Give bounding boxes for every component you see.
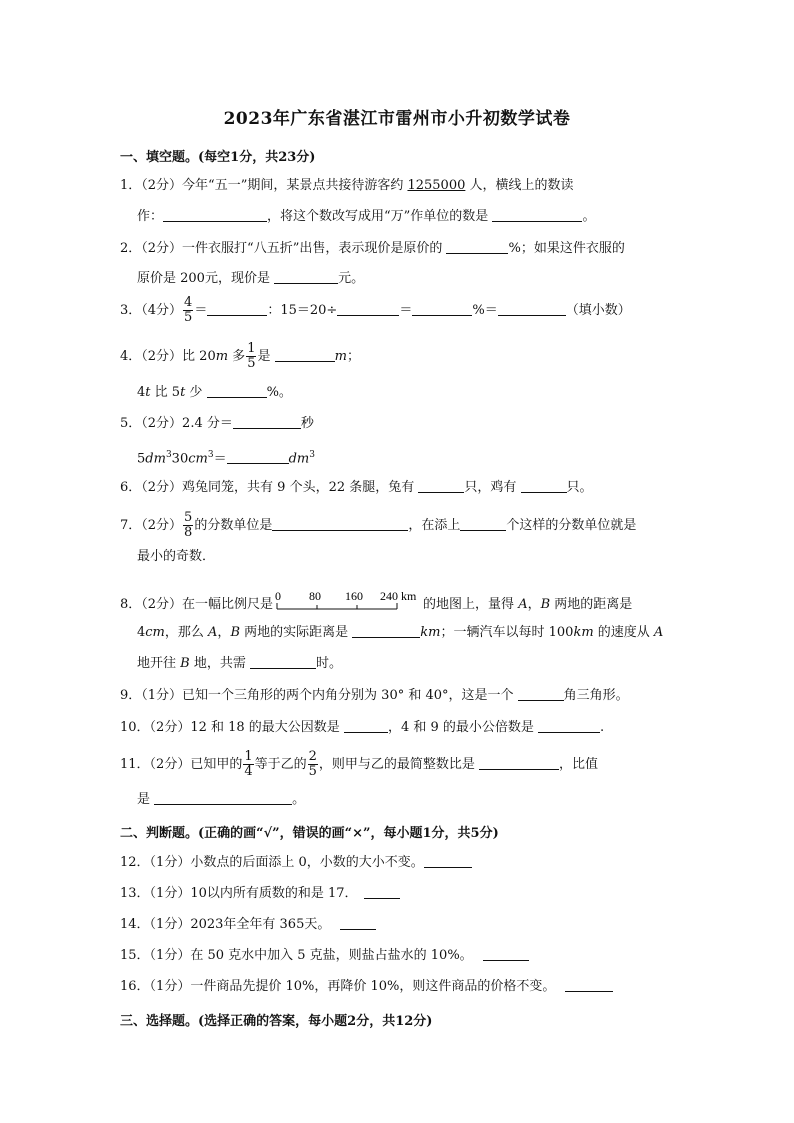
q16-text: 16．（1分）一件商品先提价 10%，再降价 10%，则这件商品的价格不变。	[120, 979, 556, 994]
q7-text: 7．（2分）	[120, 518, 183, 533]
question-11	[120, 750, 598, 779]
q8-text-i: 地开往	[137, 656, 181, 671]
scale-tick-label: 240 km	[380, 590, 417, 603]
question-1	[120, 177, 574, 195]
section-fill-blank: 一、填空题。(每空1分，共23分)	[120, 150, 316, 165]
q5-text-d: 30	[171, 451, 189, 467]
page-title: 2023年广东省湛江市雷州市小升初数学试卷	[223, 109, 571, 129]
point-b: B	[180, 656, 190, 671]
question-15	[120, 946, 529, 965]
q8-text-f: 两地的实际距离是	[240, 625, 353, 640]
question-6	[120, 478, 593, 497]
point-b: B	[230, 625, 240, 640]
q9-text-b: 角三角形。	[563, 688, 629, 703]
q4-text-b: 多	[228, 349, 246, 364]
q2-text-d: 元。	[338, 271, 365, 286]
point-a: A	[208, 625, 218, 640]
q8-text-b: 的地图上，量得	[423, 597, 519, 612]
answer-blank[interactable]	[250, 654, 316, 669]
fraction	[243, 750, 253, 779]
unit-km: km	[573, 625, 594, 640]
answer-blank[interactable]	[207, 301, 267, 316]
q10-text-c: .	[600, 720, 605, 735]
answer-blank[interactable]	[227, 449, 289, 464]
q8-text-e: ，那么	[164, 625, 209, 640]
numerator: 2	[308, 749, 317, 764]
question-2-cont	[137, 269, 364, 288]
unit-km: km	[420, 625, 441, 640]
numerator: 1	[244, 749, 253, 764]
question-8	[120, 590, 632, 614]
question-14	[120, 915, 376, 934]
q8-text-k: 时。	[315, 656, 342, 671]
cube-exponent: 3	[207, 450, 214, 460]
question-8-cont	[137, 623, 663, 642]
q4-text-h: %。	[266, 385, 292, 400]
q4-text-g: 少	[185, 385, 207, 400]
fraction	[246, 342, 256, 371]
answer-blank[interactable]	[344, 718, 388, 733]
unit-m: m	[334, 349, 347, 364]
answer-blank[interactable]	[460, 516, 506, 531]
fraction	[308, 750, 318, 779]
q6-text-c: 只。	[566, 480, 593, 495]
q8-text-c: 两地的距离是	[550, 597, 633, 612]
scale-tick-label: 160	[345, 590, 364, 603]
answer-blank[interactable]	[446, 239, 508, 254]
question-5	[120, 414, 314, 433]
answer-blank[interactable]	[154, 790, 292, 805]
denominator: 5	[308, 764, 317, 779]
answer-blank[interactable]	[275, 347, 335, 362]
q12-text: 12．（1分）小数点的后面添上 0，小数的大小不变。	[120, 855, 424, 870]
point-a: A	[653, 625, 664, 640]
answer-blank[interactable]	[352, 623, 420, 638]
cube-exponent: 3	[165, 450, 172, 460]
answer-blank[interactable]	[418, 478, 464, 493]
q3-text: 3．（4分）	[120, 303, 183, 318]
answer-blank[interactable]	[498, 301, 566, 316]
q14-text: 14．（1分）2023年全年有 365天。	[120, 917, 331, 932]
unit-t: t	[180, 385, 186, 400]
q3-text-f: （填小数）	[565, 303, 631, 318]
answer-blank[interactable]	[337, 301, 399, 316]
q7-text-b: 的分数单位是	[194, 518, 273, 533]
question-4	[120, 342, 360, 371]
q8-text-h: 的速度从	[593, 625, 654, 640]
answer-blank[interactable]	[479, 755, 559, 770]
section-multiple-choice: 三、选择题。(选择正确的答案，每小题2分，共12分)	[120, 1014, 433, 1029]
question-8-cont2	[137, 654, 342, 673]
q11-text-b: 等于乙的	[254, 757, 307, 772]
question-3	[120, 296, 631, 325]
q6-text: 6．（2分）鸡兔同笼，共有 9 个头，22 条腿，兔有	[120, 480, 419, 495]
q3-text-c: ：15＝20÷	[267, 303, 338, 318]
denominator: 5	[247, 356, 256, 371]
answer-blank[interactable]	[163, 207, 267, 222]
q11-text: 11．（2分）已知甲的	[120, 757, 243, 772]
q11-text-f: 。	[292, 792, 306, 807]
q7-text-e: 最小的奇数．	[137, 549, 216, 564]
scale-tick-label: 0	[275, 590, 282, 603]
denominator: 4	[244, 764, 253, 779]
q4-text: 4．（2分）比 20	[120, 349, 216, 364]
unit-m: m	[215, 349, 229, 364]
q8-text-d: 4	[137, 625, 146, 640]
q8-comma: ，	[527, 597, 541, 612]
q1-text-b: 人，横线上的数读	[465, 178, 574, 193]
unit-cm: cm	[188, 451, 208, 467]
q1-text-d: ，将这个数改写成用“万”作单位的数是	[267, 209, 493, 224]
q4-text-d: ；	[346, 349, 360, 364]
q10-text-b: ，4 和 9 的最小公倍数是	[387, 720, 539, 735]
question-5-cont	[137, 446, 315, 468]
q15-text: 15．（1分）在 50 克水中加入 5 克盐，则盐占盐水的 10%。	[120, 948, 473, 963]
answer-blank[interactable]	[565, 977, 613, 992]
q10-text: 10．（2分）12 和 18 的最大公因数是	[120, 720, 344, 735]
unit-t: t	[145, 385, 151, 400]
numerator: 1	[247, 341, 256, 356]
q8-text-j: 地，共需	[189, 656, 250, 671]
question-10	[120, 718, 604, 737]
q5-text: 5．（2分）2.4 分＝	[120, 416, 233, 431]
point-b: B	[540, 597, 551, 612]
q7-text-c: ，在添上	[408, 518, 461, 533]
question-16	[120, 977, 613, 996]
answer-blank[interactable]	[274, 269, 338, 284]
question-4-cont	[137, 383, 292, 402]
q8-text: 8．（2分）在一幅比例尺是	[120, 597, 274, 612]
section-true-false: 二、判断题。(正确的画“√”，错误的画“×”，每小题1分，共5分)	[120, 826, 499, 841]
q2-text-c: 原价是 200元，现价是	[137, 271, 275, 286]
question-7-cont	[137, 548, 215, 566]
answer-blank[interactable]	[483, 946, 529, 961]
q8-text-g: ；一辆汽车以每时 100	[440, 625, 574, 640]
q1-text-c: 作：	[137, 209, 164, 224]
question-2	[120, 239, 625, 258]
answer-blank[interactable]	[412, 301, 472, 316]
q5-text-c: 5	[137, 451, 146, 467]
q3-eq: ＝	[194, 303, 208, 318]
q2-text-b: %；如果这件衣服的	[508, 241, 625, 256]
unit-dm: dm	[288, 451, 310, 467]
point-a: A	[518, 597, 528, 612]
q8-comma: ，	[217, 625, 231, 640]
fraction	[183, 511, 193, 540]
denominator: 8	[184, 525, 193, 540]
answer-blank[interactable]	[272, 516, 408, 531]
q7-text-d: 个这样的分数单位就是	[506, 518, 637, 533]
question-1-cont	[137, 207, 595, 226]
q1-text: 1．（2分）今年“五一”期间，某景点共接待游客约	[120, 178, 408, 193]
question-12	[120, 853, 472, 872]
unit-cm: cm	[145, 625, 165, 640]
question-13	[120, 884, 400, 903]
q2-text: 2．（2分）一件衣服打“八五折”出售，表示现价是原价的	[120, 241, 447, 256]
map-scale-bar	[273, 590, 423, 612]
q4-text-f: 比 5	[150, 385, 181, 400]
q4-text-e: 4	[137, 385, 146, 400]
q11-text-c: ，则甲与乙的最简整数比是	[318, 757, 480, 772]
q11-text-d: ，比值	[559, 757, 599, 772]
answer-blank[interactable]	[207, 383, 267, 398]
q3-text-e: %＝	[472, 303, 498, 318]
answer-blank[interactable]	[518, 686, 564, 701]
answer-blank[interactable]	[340, 915, 376, 930]
q9-text: 9．（1分）已知一个三角形的两个内角分别为 30° 和 40°，这是一个	[120, 688, 518, 703]
fraction	[183, 296, 193, 325]
answer-blank[interactable]	[364, 884, 400, 899]
q1-number: 1255000	[407, 178, 466, 193]
scale-tick-label: 80	[309, 590, 322, 603]
cube-exponent: 3	[309, 450, 315, 460]
numerator: 5	[184, 510, 193, 525]
q4-text-c: 是	[257, 349, 275, 364]
q5-text-b: 秒	[300, 416, 314, 431]
q5-eq: ＝	[213, 451, 227, 467]
answer-blank[interactable]	[424, 853, 472, 868]
q13-text: 13．（1分）10以内所有质数的和是 17．	[120, 886, 358, 901]
answer-blank[interactable]	[233, 414, 301, 429]
answer-blank[interactable]	[521, 478, 567, 493]
question-7	[120, 511, 636, 540]
answer-blank[interactable]	[492, 207, 582, 222]
question-9	[120, 686, 629, 705]
q11-text-e: 是	[137, 792, 155, 807]
q6-text-b: 只，鸡有	[464, 480, 521, 495]
denominator: 5	[184, 310, 193, 325]
question-11-cont	[137, 790, 305, 809]
numerator: 4	[184, 295, 193, 310]
unit-dm: dm	[145, 451, 166, 467]
q3-eq2: ＝	[399, 303, 413, 318]
q1-text-e: 。	[582, 209, 596, 224]
answer-blank[interactable]	[538, 718, 600, 733]
